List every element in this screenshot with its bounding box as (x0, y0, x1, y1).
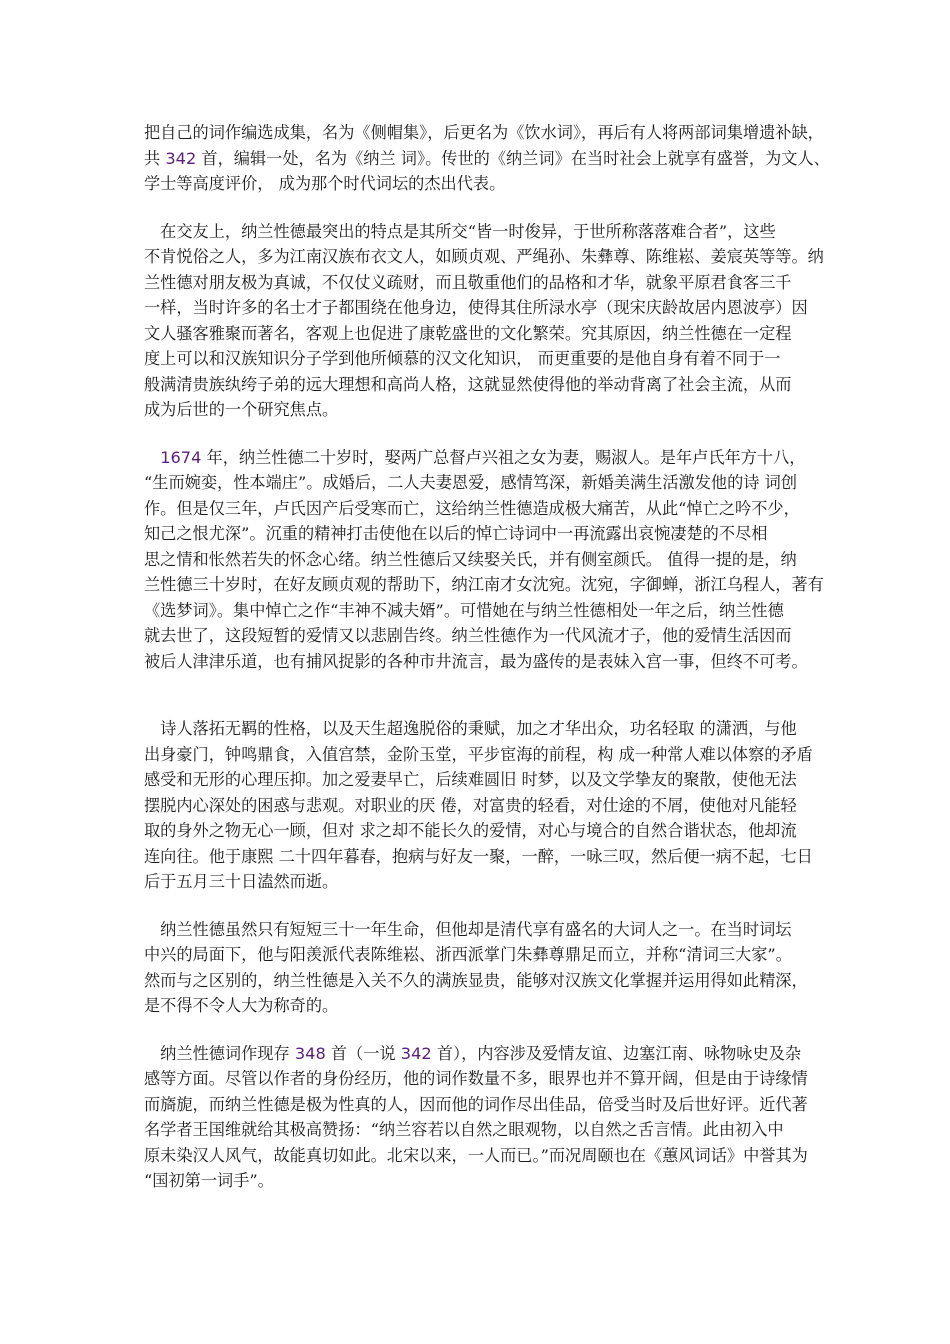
paragraph (144, 219, 824, 423)
text-line: 不肯悦俗之人，多为江南汉族布衣文人，如顾贞观、严绳孙、朱彝尊、陈维崧、姜宸英等等。纳 (144, 247, 824, 266)
text-line: 般满清贵族纨绔子弟的远大理想和高尚人格，这就显然使得他的举动背离了社会主流，从而 (144, 374, 792, 394)
number: 1674 (160, 447, 202, 467)
paragraph-spacer (144, 1019, 816, 1041)
text-line: 纳兰性德词作现存 348 首（一说 342 首），内容涉及爱情友谊、边塞江南、咏物咏史及杂 (144, 1043, 802, 1063)
text-line: 兰性德对朋友极为真诚，不仅仗义疏财，而且敬重他们的品格和才华，就象平原君食客三千 (144, 272, 792, 292)
paragraph-spacer (144, 423, 816, 445)
paragraph-spacer (144, 197, 816, 219)
text-line: 度上可以和汉族知识分子学到他所倾慕的汉文化知识， 而更重要的是他自身有着不同于一 (144, 349, 781, 368)
number: 348 (294, 1043, 326, 1063)
text-line: 1674 年，纳兰性德二十岁时，娶两广总督卢兴祖之女为妻，赐淑人。是年卢氏年方十八， (160, 447, 806, 467)
text-line: 原未染汉人风气，故能真切如此。北宋以来，一人而已。”而况周颐也在《蕙风词话》中誉其为 (144, 1145, 808, 1165)
text-line: 把自己的词作编选成集，名为《侧帽集》，后更名为《饮水词》，再后有人将两部词集增遗补缺， (144, 123, 824, 142)
text-line: 感受和无形的心理压抑。加之爱妻早亡，后续难圆旧 时梦，以及文学挚友的聚散，使他无法 (144, 770, 797, 789)
text-line: 文人骚客雅聚而著名，客观上也促进了康乾盛世的文化繁荣。究其原因，纳兰性德在一定程 (144, 323, 792, 343)
text-line: 然而与之区别的，纳兰性德是入关不久的满族显贵，能够对汉族文化掌握并运用得如此精深， (144, 970, 808, 990)
paragraph (144, 917, 816, 1019)
paragraph (144, 445, 824, 675)
text-line: 后于五月三十日溘然而逝。 (144, 872, 339, 891)
text-line: 学士等高度评价， 成为那个时代词坛的杰出代表。 (144, 174, 506, 193)
text-line: 知己之恨尤深”。沉重的精神打击使他在以后的悼亡诗词中一再流露出哀惋凄楚的不尽相 (144, 524, 768, 543)
number: 342 (165, 148, 197, 168)
paragraph (144, 1041, 816, 1194)
text-line: 兰性德三十岁时，在好友顾贞观的帮助下，纳江南才女沈宛。沈宛，字御蝉，浙江乌程人，著有 (144, 575, 824, 594)
text-line: “生而婉娈，性本端庄”。成婚后，二人夫妻恩爱，感情笃深，新婚美满生活激发他的诗 词创 (144, 473, 798, 492)
text-line: 一样，当时许多的名士才子都围绕在他身边，使得其住所渌水亭（现宋庆龄故居内恩波亭）因 (144, 298, 808, 317)
text-line: “国初第一词手”。 (144, 1171, 274, 1190)
text-line: 感等方面。尽管以作者的身份经历，他的词作数量不多，眼界也并不算开阔，但是由于诗缘情 (144, 1069, 808, 1088)
text-line: 诗人落拓无羁的性格，以及天生超逸脱俗的秉赋，加之才华出众，功名轻取 的潇洒，与他 (144, 719, 797, 738)
paragraph (144, 716, 816, 895)
text-line: 名学者王国维就给其极高赞扬：“纳兰容若以自然之眼观物，以自然之舌言情。此由初入中 (144, 1120, 784, 1139)
text-line: 在交友上，纳兰性德最突出的特点是其所交“皆一时俊异，于世所称落落难合者”，这些 (144, 221, 776, 241)
text-line: 思之情和怅然若失的怀念心绪。纳兰性德后又续娶关氏，并有侧室颜氏。 值得一提的是，纳 (144, 549, 797, 569)
text-line: 取的身外之物无心一顾，但对 求之却不能长久的爱情，对心与境合的自然合谐状态，他却流 (144, 821, 797, 840)
text-line: 摆脱内心深处的困惑与悲观。对职业的厌 倦，对富贵的轻看，对仕途的不屑，使他对凡能轻 (144, 795, 797, 815)
paragraph (144, 120, 830, 197)
text-line: 共 342 首，编辑一处，名为《纳兰 词》。传世的《纳兰词》在当时社会上就享有盛誉，为文人、 (144, 148, 830, 168)
text-line: 纳兰性德虽然只有短短三十一年生命，但他却是清代享有盛名的大词人之一。在当时词坛 (144, 919, 792, 939)
number: 342 (400, 1043, 432, 1063)
text-line: 就去世了，这段短暂的爱情又以悲剧告终。纳兰性德作为一代风流才子，他的爱情生活因而 (144, 626, 792, 645)
text-line: 中兴的局面下，他与阳羡派代表陈维崧、浙西派掌门朱彝尊鼎足而立，并称“清词三大家”。 (144, 945, 792, 964)
text-line: 是不得不令人大为称奇的。 (144, 996, 339, 1015)
text-line: 成为后世的一个研究焦点。 (144, 400, 339, 419)
document-body (144, 120, 830, 1194)
paragraph-spacer (144, 895, 816, 917)
text-line: 连向往。他于康熙 二十四年暮春，抱病与好友一聚，一醉，一咏三叹，然后便一病不起，七日 (144, 846, 813, 866)
text-line: 而旖旎，而纳兰性德是极为性真的人，因而他的词作尽出佳品，倍受当时及后世好评。近代著 (144, 1094, 808, 1114)
text-line: 出身豪门，钟鸣鼎食，入值宫禁，金阶玉堂，平步宦海的前程，构 成一种常人难以体察的矛盾 (144, 744, 813, 764)
paragraph-spacer (144, 674, 816, 716)
text-line: 《选梦词》。集中悼亡之作“丰神不减夫婿”。可惜她在与纳兰性德相处一年之后，纳兰性德 (144, 600, 784, 620)
text-line: 被后人津津乐道，也有捕风捉影的各种市井流言，最为盛传的是表妹入宫一事，但终不可考。 (144, 651, 808, 671)
text-line: 作。但是仅三年，卢氏因产后受寒而亡，这给纳兰性德造成极大痛苦，从此“悼亡之吟不少， (144, 498, 800, 518)
